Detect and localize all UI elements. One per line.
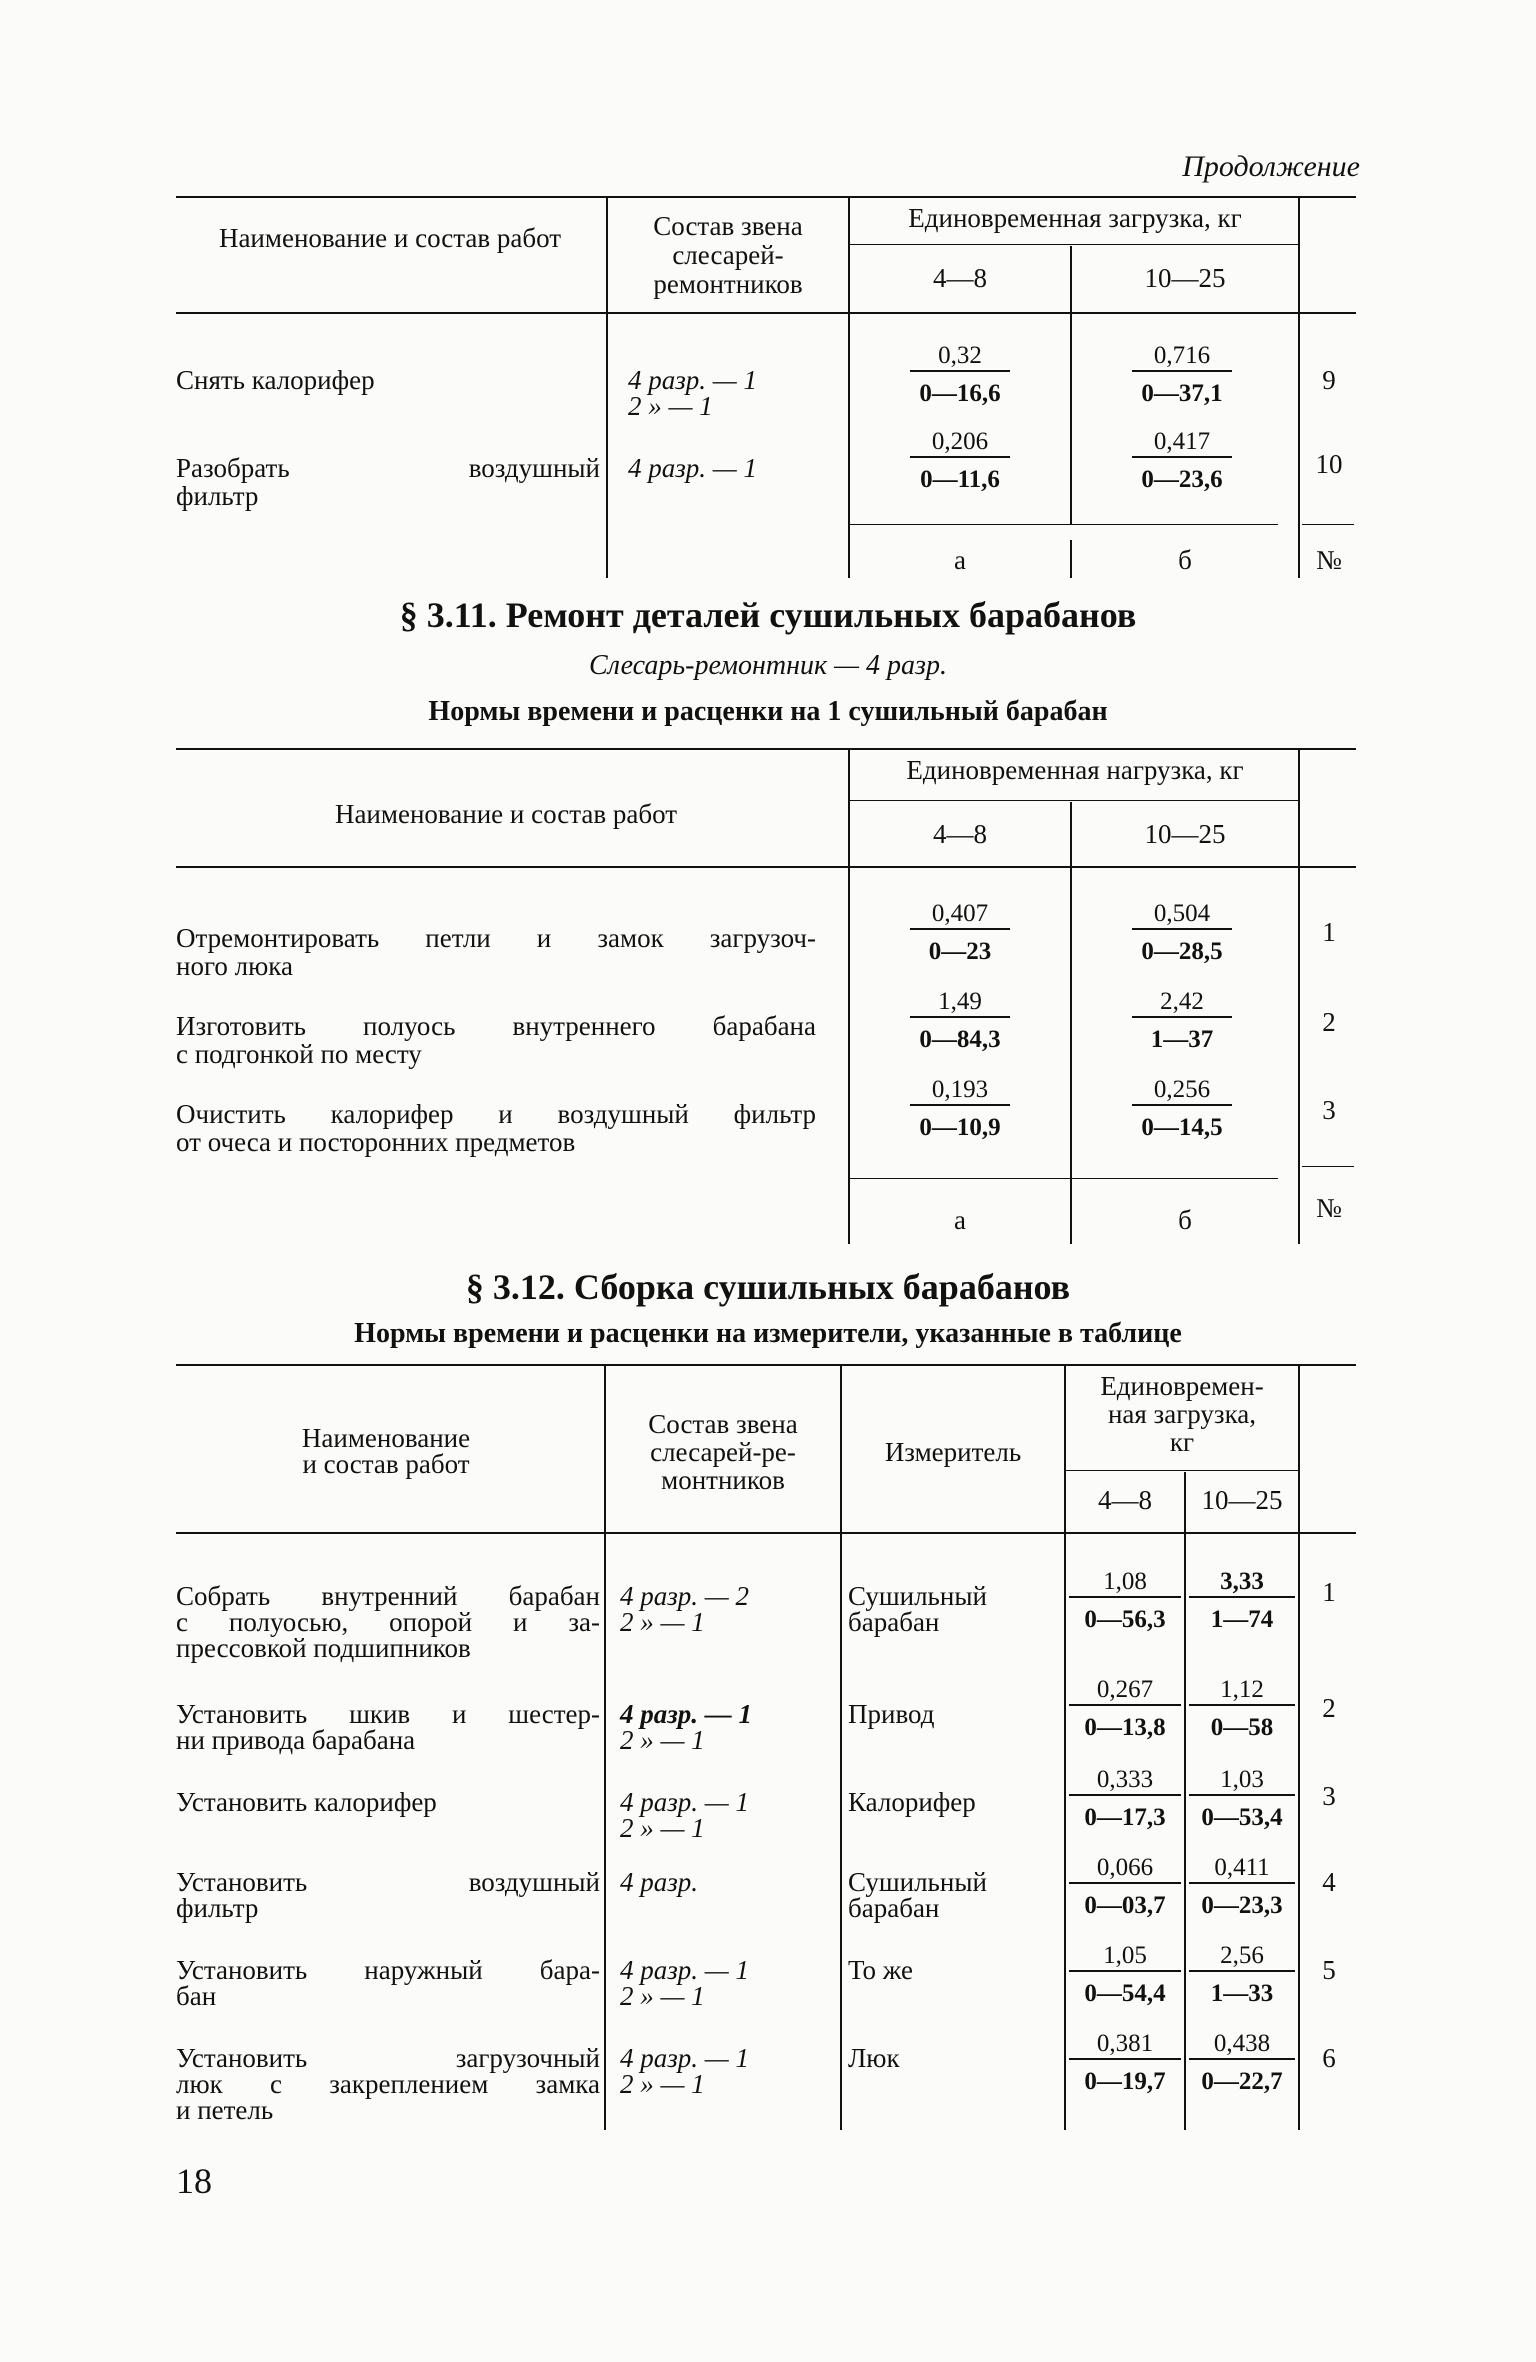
table3-row1-a-den: 0—56,3 — [1084, 1606, 1166, 1633]
table1-row1-b — [1122, 342, 1242, 408]
table3-row2-unit1: Привод — [848, 1699, 935, 1729]
table3-row5-a — [1068, 1942, 1182, 2008]
table3-row4-line1a: Установить — [176, 1867, 308, 1897]
table1-row2-a-num: 0,206 — [931, 428, 989, 455]
table2-header-col-b: 10—25 — [1144, 819, 1226, 849]
table3-row2-b — [1188, 1676, 1296, 1742]
table3-row3-a-den: 0—17,3 — [1084, 1804, 1166, 1831]
table1-row2-crew1: 4 разр. — 1 — [628, 453, 758, 483]
table3-row3-no: 3 — [1322, 1781, 1336, 1811]
table3-vline-3 — [1064, 1366, 1066, 2130]
table3-row2-crew1: 4 разр. — 1 — [620, 1699, 753, 1729]
table1-row2-no: 10 — [1315, 449, 1343, 479]
table2-row1-line1: Отремонтировать петли и замок загрузоч- — [176, 923, 816, 953]
table2-row2-b-num: 2,42 — [1160, 988, 1204, 1015]
table1-footer-rule-2 — [1302, 524, 1354, 525]
table2-footer-a: а — [954, 1205, 966, 1235]
table3-row4-unit1: Сушильный — [848, 1867, 987, 1897]
table1-vline-2 — [848, 198, 850, 578]
table1-header-name: Наименование и состав работ — [218, 223, 562, 253]
table1-vline-1 — [606, 198, 608, 578]
table3-row5-crew1: 4 разр. — 1 — [620, 1955, 750, 1985]
table2-row1-a-den: 0—23 — [928, 938, 992, 965]
table3-row1-b — [1188, 1568, 1296, 1634]
table2-row3-b — [1122, 1076, 1242, 1142]
table1-footer-no: № — [1316, 545, 1342, 575]
table3-row1-unit2: барабан — [848, 1607, 940, 1637]
table3-row3-a-num: 0,333 — [1096, 1766, 1154, 1793]
table1-vline-3c — [1070, 540, 1072, 578]
table3-row3-b-den: 0—53,4 — [1201, 1804, 1283, 1831]
table2-footer-rule-2 — [1302, 1166, 1354, 1167]
section-3-11-worker: Слесарь-ремонтник — 4 разр. — [589, 650, 947, 681]
table2-row2-line1: Изготовить полуось внутреннего барабана — [176, 1011, 816, 1041]
table3-row2-crew2: 2 » — 1 — [620, 1725, 705, 1755]
table1-row2-b-den: 0—23,6 — [1141, 466, 1223, 493]
table3-subheader-rule — [1064, 1470, 1298, 1471]
table2-row2-b-den: 1—37 — [1150, 1026, 1214, 1053]
table3-top-rule — [176, 1364, 1356, 1366]
table3-row5-crew2: 2 » — 1 — [620, 1981, 705, 2011]
table2-row3-b-den: 0—14,5 — [1141, 1114, 1223, 1141]
table1-header-col-b: 10—25 — [1144, 263, 1226, 293]
section-3-12-title: § 3.12. Сборка сушильных барабанов — [465, 1267, 1071, 1307]
table2-row3-b-num: 0,256 — [1153, 1076, 1211, 1103]
table3-header-unit: Измеритель — [884, 1437, 1022, 1467]
table3-row5-line1: Установить наружный бара- — [176, 1955, 600, 1985]
page-number: 18 — [176, 2161, 212, 2201]
table2-row2-a-den: 0—84,3 — [919, 1026, 1001, 1053]
table1-header-crew: Состав звена слесарей-ремонтников — [653, 211, 803, 299]
table3-row2-b-num: 1,12 — [1220, 1676, 1264, 1703]
table3-row6-a — [1068, 2030, 1182, 2096]
table3-row6-line1b: загрузочный — [455, 2043, 600, 2073]
table3-row3-a — [1068, 1766, 1182, 1832]
table3-row2-no: 2 — [1322, 1693, 1336, 1723]
table1-row1-crew1: 4 разр. — 1 — [628, 365, 758, 395]
table3-header-crew3: монтников — [661, 1465, 785, 1495]
table3-row6-line3: и петель — [176, 2095, 274, 2125]
table3-row6-crew2: 2 » — 1 — [620, 2069, 705, 2099]
table1-footer-a: а — [954, 545, 966, 575]
table2-row2-a-num: 1,49 — [938, 988, 982, 1015]
table3-header-crew2: слесарей-ре- — [650, 1437, 796, 1467]
table1-subheader-rule — [848, 244, 1298, 245]
table3-row2-a-den: 0—13,8 — [1084, 1714, 1166, 1741]
table2-row1-b-num: 0,504 — [1153, 900, 1211, 927]
table1-row2-name1: Разобрать — [176, 453, 290, 483]
table3-header-load1: Единовремен- — [1100, 1371, 1264, 1401]
table1-vline-4 — [1298, 198, 1300, 578]
table3-row1-crew1: 4 разр. — 2 — [620, 1581, 750, 1611]
table3-row4-b-num: 0,411 — [1214, 1854, 1270, 1881]
table3-row3-unit1: Калорифер — [848, 1787, 976, 1817]
table3-row4-a-den: 0—03,7 — [1084, 1892, 1166, 1919]
table3-row3-crew1: 4 разр. — 1 — [620, 1787, 750, 1817]
table1-row2-name3: фильтр — [176, 481, 259, 511]
table3-row4-a-num: 0,066 — [1096, 1854, 1154, 1881]
table3-row2-a — [1068, 1676, 1182, 1742]
table2-row2-b — [1122, 988, 1242, 1054]
table3-row5-b-num: 2,56 — [1220, 1942, 1264, 1969]
table1-row1-b-num: 0,716 — [1153, 342, 1211, 369]
table3-row1-line3: прессовкой подшипников — [176, 1633, 471, 1663]
table1-row2-name2: воздушный — [468, 453, 600, 483]
table3-row6-b-num: 0,438 — [1213, 2030, 1271, 2057]
table3-row6-a-num: 0,381 — [1096, 2030, 1154, 2057]
table1-row1-a-den: 0—16,6 — [919, 380, 1001, 407]
table3-row3-crew2: 2 » — 1 — [620, 1813, 705, 1843]
table3-row6-line1a: Установить — [176, 2043, 308, 2073]
table1-row2-b-num: 0,417 — [1153, 428, 1211, 455]
table3-row1-a-num: 1,08 — [1103, 1568, 1147, 1595]
table2-footer-rule — [848, 1178, 1278, 1179]
table3-row6-b — [1188, 2030, 1296, 2096]
table2-header-load: Единовременная нагрузка, кг — [906, 755, 1244, 785]
table1-row1-a-num: 0,32 — [938, 342, 982, 369]
table3-header-rule — [176, 1532, 1356, 1534]
table3-vline-4 — [1184, 1472, 1186, 2130]
table3-row1-crew2: 2 » — 1 — [620, 1607, 705, 1637]
table3-row4-line1b: воздушный — [468, 1867, 600, 1897]
table3-row1-b-num: 3,33 — [1220, 1568, 1264, 1595]
table3-row4-line2: фильтр — [176, 1893, 259, 1923]
table1-row2-a — [900, 428, 1020, 494]
table3-row1-b-den: 1—74 — [1210, 1606, 1274, 1633]
table2-header-col-a: 4—8 — [933, 819, 987, 849]
table2-vline-3 — [1298, 750, 1300, 1244]
table3-row1-a — [1068, 1568, 1182, 1634]
table3-row6-b-den: 0—22,7 — [1201, 2068, 1283, 2095]
table3-row6-no: 6 — [1322, 2043, 1336, 2073]
table3-row6-a-den: 0—19,7 — [1084, 2068, 1166, 2095]
table3-row1-unit1: Сушильный — [848, 1581, 987, 1611]
table3-row4-no: 4 — [1322, 1867, 1336, 1897]
table3-row2-line1: Установить шкив и шестер- — [176, 1699, 600, 1729]
table2-row1-b-den: 0—28,5 — [1141, 938, 1223, 965]
table3-row2-line2: ни привода барабана — [176, 1725, 416, 1755]
table3-row1-line1: Собрать внутренний барабан — [176, 1581, 600, 1611]
table3-header-name2: и состав работ — [302, 1449, 470, 1479]
table2-header-rule — [176, 866, 1356, 868]
table1-header-rule — [176, 312, 1356, 314]
table2-row2-a — [900, 988, 1020, 1054]
table1-header-load: Единовременная загрузка, кг — [908, 203, 1242, 233]
table2-row3-no: 3 — [1322, 1095, 1336, 1125]
table2-row3-a-num: 0,193 — [931, 1076, 989, 1103]
table2-row2-line2: с подгонкой по месту — [176, 1039, 422, 1069]
table2-footer-no: № — [1316, 1193, 1342, 1223]
table3-header-col-b: 10—25 — [1201, 1485, 1283, 1515]
table1-top-rule — [176, 196, 1356, 198]
table3-row6-line2: люк с закреплением замка — [176, 2069, 600, 2099]
table3-row5-b-den: 1—33 — [1210, 1980, 1274, 2007]
table3-vline-5 — [1298, 1366, 1300, 2130]
table3-row3-b-num: 1,03 — [1220, 1766, 1264, 1793]
table3-row4-b-den: 0—23,3 — [1201, 1892, 1283, 1919]
table2-row1-b — [1122, 900, 1242, 966]
table3-row1-no: 1 — [1322, 1577, 1336, 1607]
table3-row3-line1: Установить калорифер — [176, 1787, 437, 1817]
table3-header-load2: ная загрузка, — [1107, 1399, 1257, 1429]
section-3-12-norms: Нормы времени и расценки на измерители, указанные в таблице — [354, 1318, 1182, 1349]
table1-row2-b — [1122, 428, 1242, 494]
table3-row4-crew1: 4 разр. — [620, 1867, 699, 1897]
table1-row1-crew2: 2 » — 1 — [628, 391, 713, 421]
table3-row5-unit1: То же — [848, 1955, 913, 1985]
table1-row1-no: 9 — [1322, 365, 1336, 395]
table2-row1-no: 1 — [1322, 917, 1336, 947]
table2-row3-line2: от очеса и посторонних предметов — [176, 1127, 576, 1157]
table1-row1-b-den: 0—37,1 — [1141, 380, 1223, 407]
table2-row1-a-num: 0,407 — [931, 900, 989, 927]
table1-row2-a-den: 0—11,6 — [920, 466, 1000, 493]
table2-row2-no: 2 — [1322, 1007, 1336, 1037]
table3-row4-b — [1188, 1854, 1296, 1920]
table3-header-col-a: 4—8 — [1098, 1485, 1152, 1515]
table3-row2-a-num: 0,267 — [1096, 1676, 1154, 1703]
table3-row5-line2: бан — [176, 1981, 217, 2011]
table3-row6-crew1: 4 разр. — 1 — [620, 2043, 750, 2073]
table3-row4-a — [1068, 1854, 1182, 1920]
section-3-11-norms: Нормы времени и расценки на 1 сушильный барабан — [428, 696, 1108, 727]
table3-row5-no: 5 — [1322, 1955, 1336, 1985]
table2-row3-a-den: 0—10,9 — [919, 1114, 1001, 1141]
section-3-11-title: § 3.11. Ремонт деталей сушильных барабанов — [399, 595, 1137, 635]
table3-row4-unit2: барабан — [848, 1893, 940, 1923]
table3-header-load3: кг — [1169, 1427, 1195, 1457]
table1-vline-3b — [1070, 314, 1072, 524]
table3-vline-2 — [840, 1366, 842, 2130]
table1-footer-b: б — [1178, 545, 1192, 575]
continuation-label: Продолжение — [1182, 150, 1360, 183]
table3-row2-b-den: 0—58 — [1210, 1714, 1274, 1741]
table3-header-name1: Наименование — [301, 1423, 471, 1453]
table3-row6-unit1: Люк — [848, 2043, 900, 2073]
table2-footer-b: б — [1178, 1205, 1192, 1235]
table2-subheader-rule — [848, 800, 1298, 801]
table1-header-col-a: 4—8 — [933, 263, 987, 293]
table1-footer-rule — [848, 524, 1278, 525]
table2-top-rule — [176, 748, 1356, 750]
table1-row1-a — [900, 342, 1020, 408]
table2-row1-line2: ного люка — [176, 951, 293, 981]
table3-row3-b — [1188, 1766, 1296, 1832]
table1-vline-3 — [1070, 246, 1072, 312]
table3-row5-b — [1188, 1942, 1296, 2008]
table2-row3-line1: Очистить калорифер и воздушный фильтр — [176, 1099, 816, 1129]
table3-header-crew1: Состав звена — [648, 1409, 798, 1439]
table1-row1-name: Снять калорифер — [176, 365, 375, 395]
table3-row5-a-den: 0—54,4 — [1084, 1980, 1166, 2007]
table2-row1-a — [900, 900, 1020, 966]
table2-row3-a — [900, 1076, 1020, 1142]
table2-header-name: Наименование и состав работ — [334, 799, 678, 829]
table3-row5-a-num: 1,05 — [1103, 1942, 1147, 1969]
table3-row1-line2: с полуосью, опорой и за- — [176, 1607, 600, 1637]
